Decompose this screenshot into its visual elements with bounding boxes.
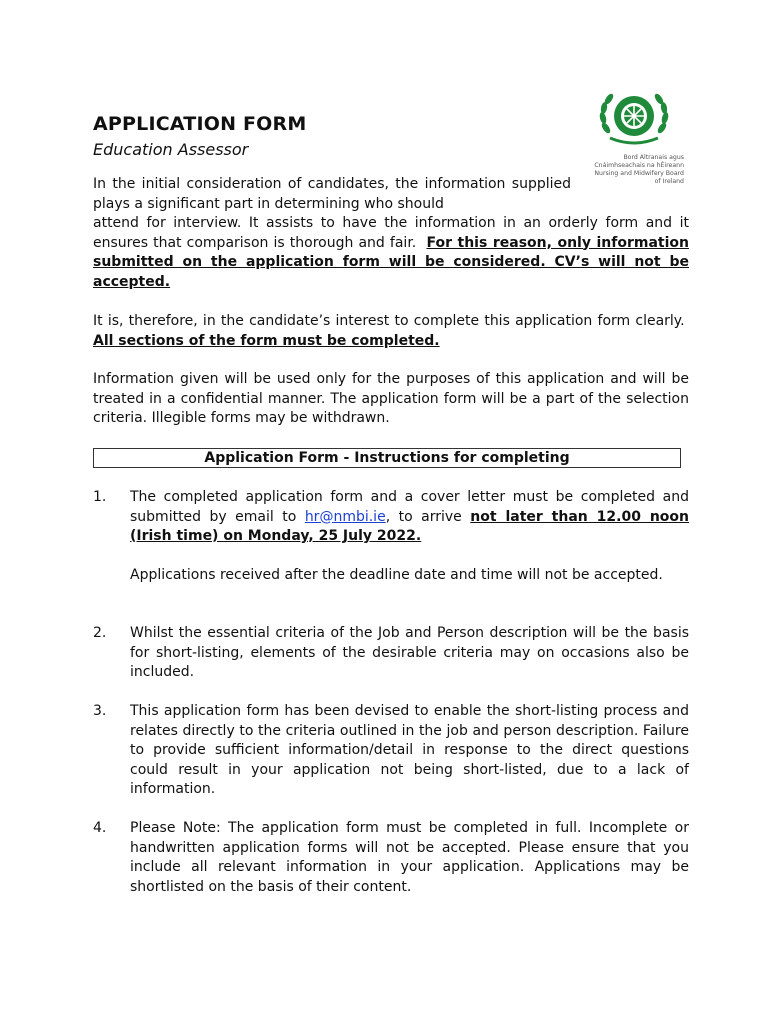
logo-text-line: Bord Altranais agus bbox=[623, 154, 684, 161]
logo-text-line: of Ireland bbox=[654, 178, 684, 185]
instructions-heading: Application Form - Instructions for completing bbox=[93, 448, 681, 468]
late-applications-text: Applications received after the deadline date and time will not be accepted. bbox=[130, 567, 663, 583]
intro-lead-text: In the initial consideration of candidates, the information supplied plays a significant part in determining who should bbox=[93, 176, 571, 212]
item-text: This application form has been devised to enable the short-listing process and relates directly to the criteria outlined in the job and person description. Failure to provide sufficient information/detail in response to the direct questions could result in your application not being short-listed, due to a lack of information. bbox=[130, 703, 689, 797]
item-text: The completed application form and a cover letter must be completed and submitted by email to bbox=[130, 489, 689, 525]
form-subtitle: Education Assessor bbox=[93, 140, 249, 159]
item-number: 3. bbox=[93, 703, 107, 719]
item-text: Please Note: The application form must be completed in full. Incomplete or handwritten application forms will not be accepted. Please ensure that you include all relevant information in your application. Applications may be shortlisted on the basis of their content. bbox=[130, 820, 689, 895]
cv-warning-text: For this reason, only information submitted on the application form will be considered. CV’s will not be accepted. bbox=[93, 234, 689, 290]
item-number: 4. bbox=[93, 820, 107, 836]
logo-text-line: Cnáimhseachais na hÉireann bbox=[594, 162, 684, 169]
item-number: 2. bbox=[93, 625, 107, 641]
item-text: , to arrive bbox=[385, 508, 462, 525]
nmbi-logo-icon bbox=[596, 88, 672, 152]
logo-text-line: Nursing and Midwifery Board bbox=[594, 170, 684, 177]
form-title: APPLICATION FORM bbox=[93, 113, 307, 135]
intro-paragraph-3: Information given will be used only for the purposes of this application and will be treated in a confidential manner. The application form will be a part of the selection criteria. Illegible forms may be withdrawn. bbox=[93, 371, 689, 426]
all-sections-warning: All sections of the form must be completed. bbox=[93, 332, 440, 349]
intro-body-text: attend for interview. It assists to have the information in an orderly form and it ensures that comparison is thorough and fair. bbox=[93, 215, 689, 251]
item-text: Whilst the essential criteria of the Job and Person description will be the basis for short-listing, elements of the desirable criteria may on occasions also be included. bbox=[130, 625, 689, 680]
intro-paragraph-1 bbox=[93, 175, 689, 292]
deadline-text: not later than 12.00 noon (Irish time) on Monday, 25 July 2022. bbox=[130, 508, 690, 544]
intro-paragraph-2 bbox=[93, 312, 689, 351]
email-link[interactable]: hr@nmbi.ie bbox=[304, 508, 386, 525]
intro-p2-text: It is, therefore, in the candidate’s interest to complete this application form clearly. bbox=[93, 313, 685, 329]
item-number: 1. bbox=[93, 489, 107, 505]
